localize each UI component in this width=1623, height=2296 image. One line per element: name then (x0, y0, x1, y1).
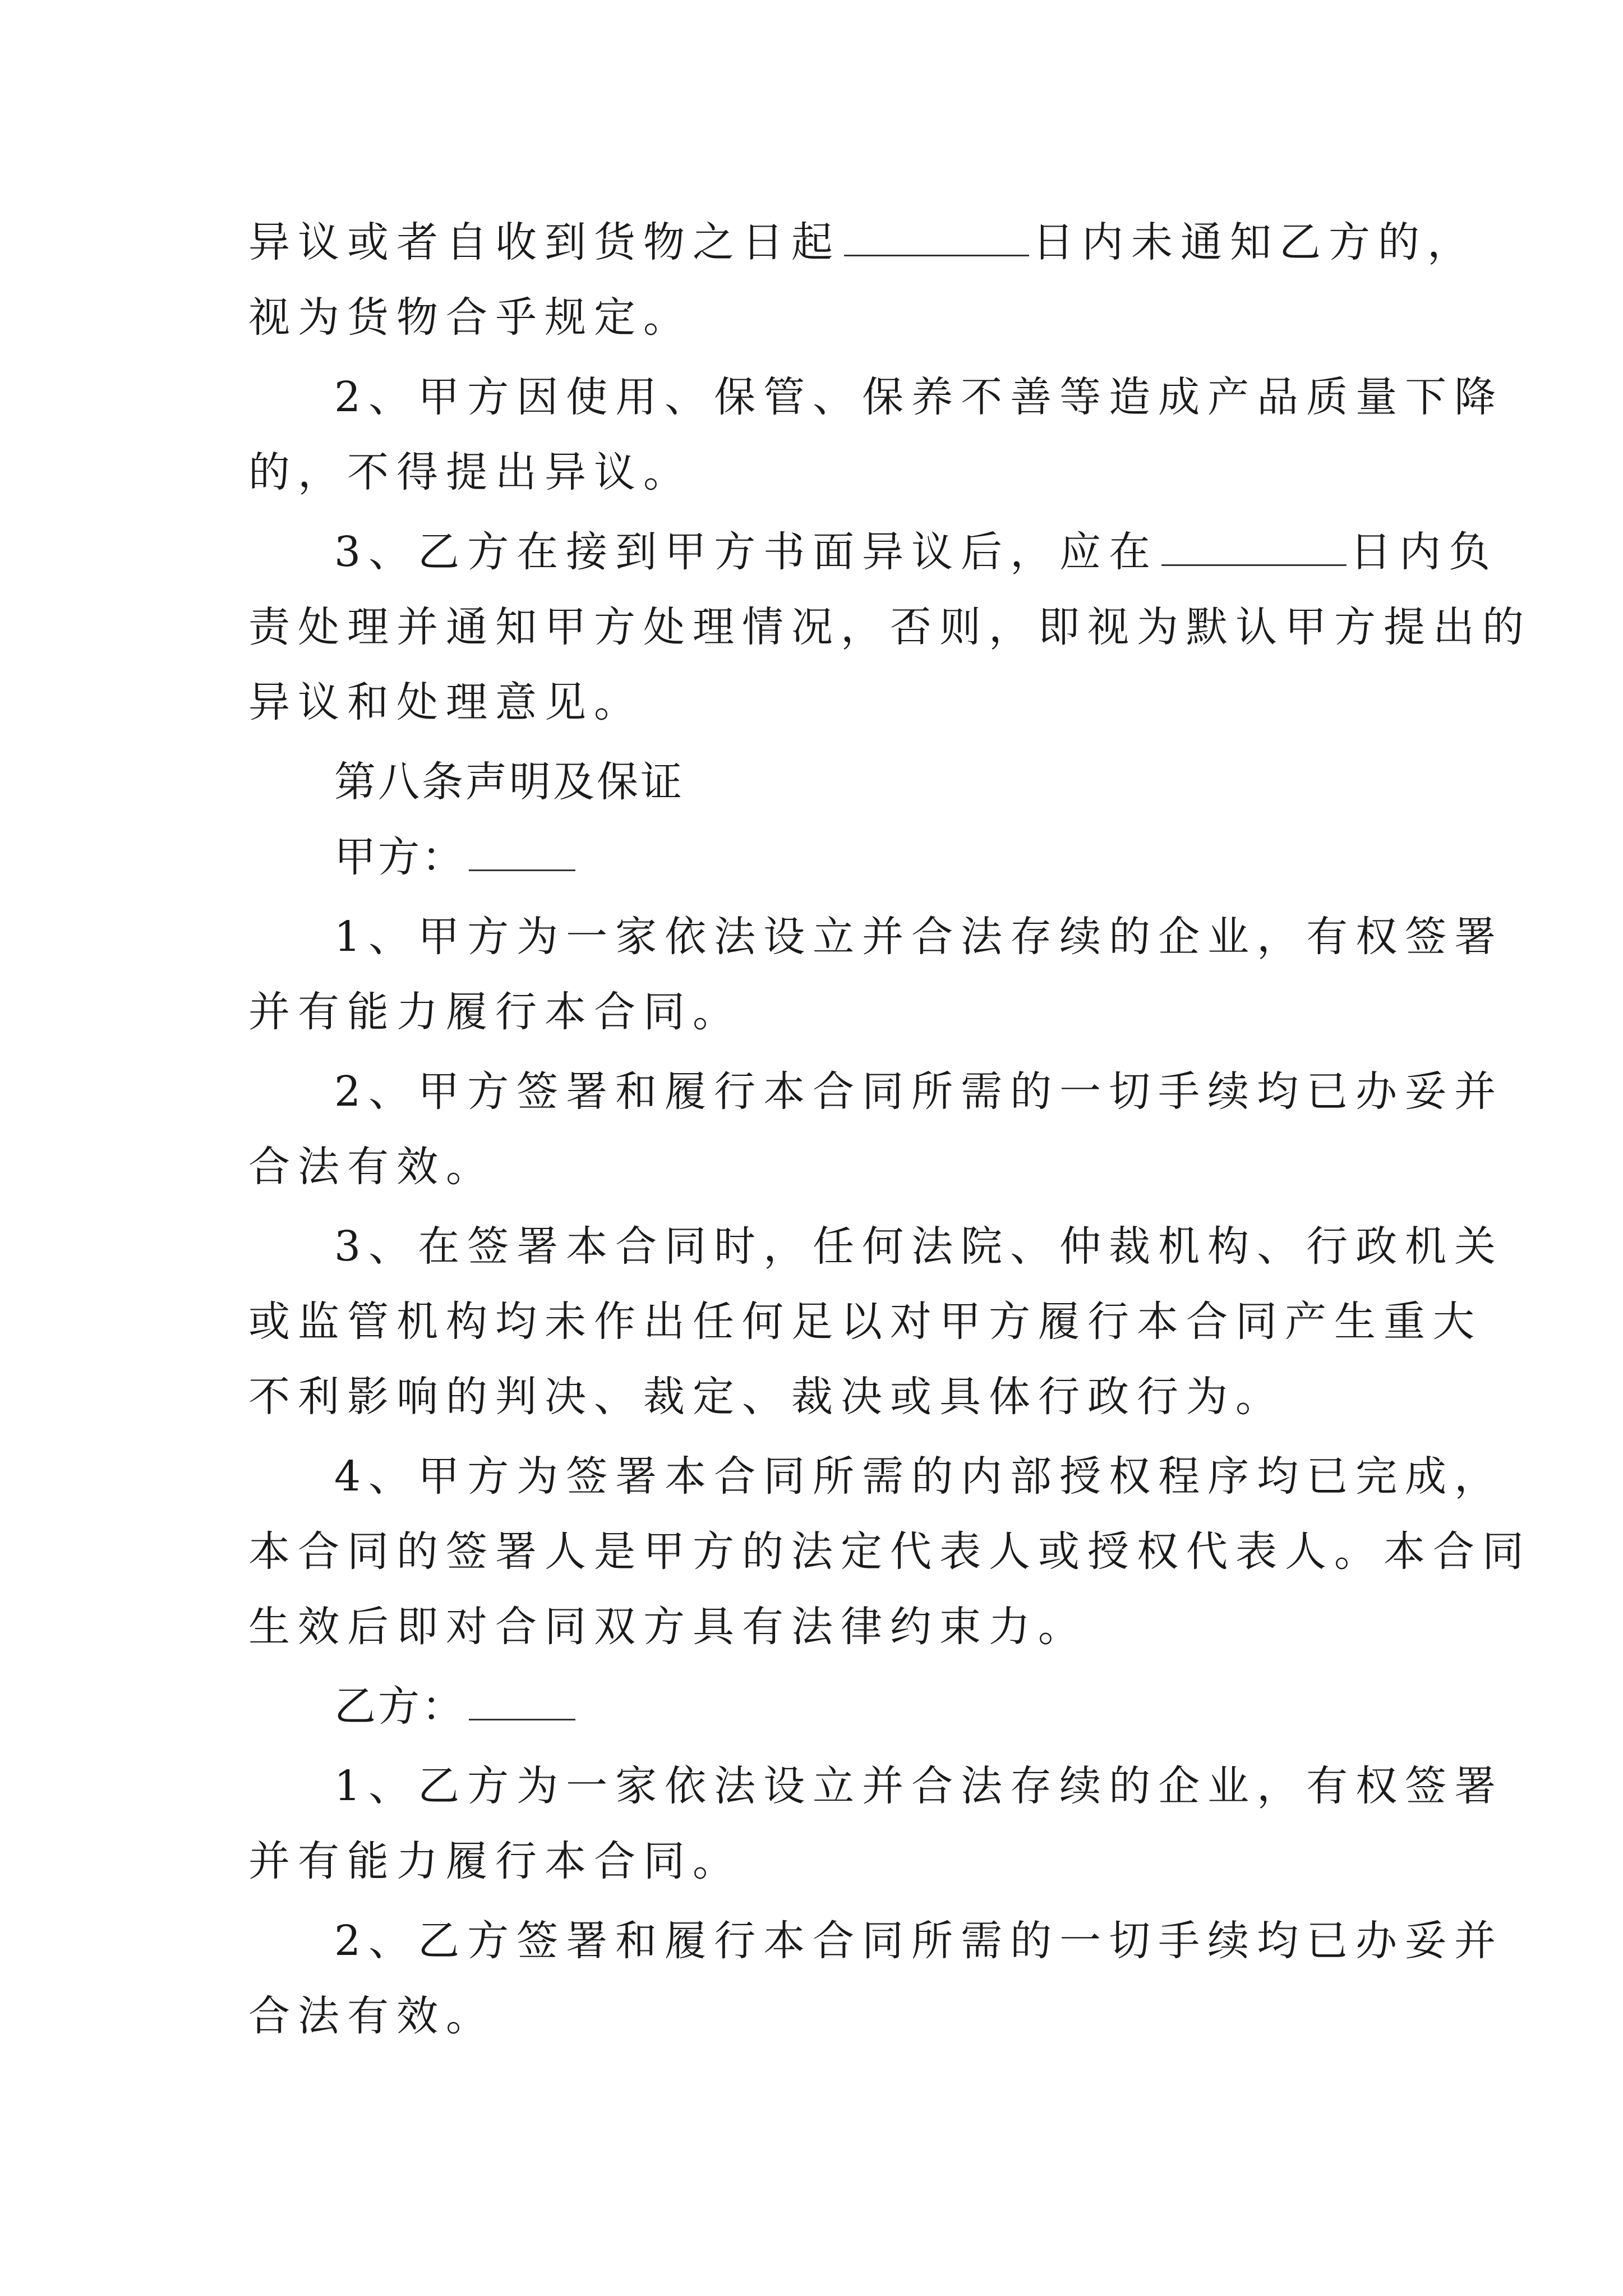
text-line: 合法有效。 (248, 1992, 495, 2040)
text-segment: 日内未通知乙方的， (1032, 218, 1477, 266)
text-line: 2、甲方签署和履行本合同所需的一切手续均已办妥并 (334, 1068, 1504, 1116)
text-line: 不利影响的判决、裁定、裁决或具体行政行为。 (248, 1373, 1285, 1421)
text-line: 生效后即对合同双方具有法律约束力。 (248, 1603, 1087, 1651)
fill-in-blank[interactable] (469, 830, 575, 871)
text-line: 2、乙方签署和履行本合同所需的一切手续均已办妥并 (334, 1917, 1504, 1965)
text-line: 1、乙方为一家依法设立并合法存续的企业，有权签署 (334, 1762, 1504, 1810)
party-b-label (0, 1678, 1623, 1734)
party-a-label (0, 829, 1623, 885)
text-line (0, 214, 1623, 270)
text-line: 1、甲方为一家依法设立并合法存续的企业，有权签署 (334, 913, 1504, 961)
text-line: 或监管机构均未作出任何足以对甲方履行本合同产生重大 (248, 1297, 1482, 1346)
text-line (0, 524, 1623, 580)
section-heading: 第八条声明及保证 (334, 758, 684, 806)
text-line: 4、甲方为签署本合同所需的内部授权程序均已完成， (334, 1452, 1504, 1501)
fill-in-blank[interactable] (844, 215, 1029, 256)
fill-in-blank[interactable] (1161, 525, 1347, 566)
fill-in-blank[interactable] (469, 1680, 575, 1720)
text-line: 并有能力履行本合同。 (248, 1837, 742, 1885)
text-segment: 日内负 (1350, 528, 1498, 576)
text-segment: 异议或者自收到货物之日起 (248, 218, 841, 266)
text-line: 责处理并通知甲方处理情况，否则，即视为默认甲方提出的 (248, 603, 1532, 651)
text-line: 并有能力履行本合同。 (248, 988, 742, 1036)
text-segment: 乙方： (334, 1682, 465, 1731)
text-line: 本合同的签署人是甲方的法定代表人或授权代表人。本合同 (248, 1527, 1532, 1576)
text-line: 2、甲方因使用、保管、保养不善等造成产品质量下降 (334, 373, 1504, 421)
text-segment: 3、乙方在接到甲方书面异议后，应在 (334, 528, 1159, 576)
text-line: 异议和处理意见。 (248, 678, 643, 726)
text-line: 合法有效。 (248, 1143, 495, 1191)
text-line: 3、在签署本合同时，任何法院、仲裁机构、行政机关 (334, 1222, 1504, 1271)
text-line: 视为货物合乎规定。 (248, 293, 693, 342)
text-line: 的，不得提出异议。 (248, 448, 693, 496)
text-segment: 甲方： (334, 833, 465, 881)
